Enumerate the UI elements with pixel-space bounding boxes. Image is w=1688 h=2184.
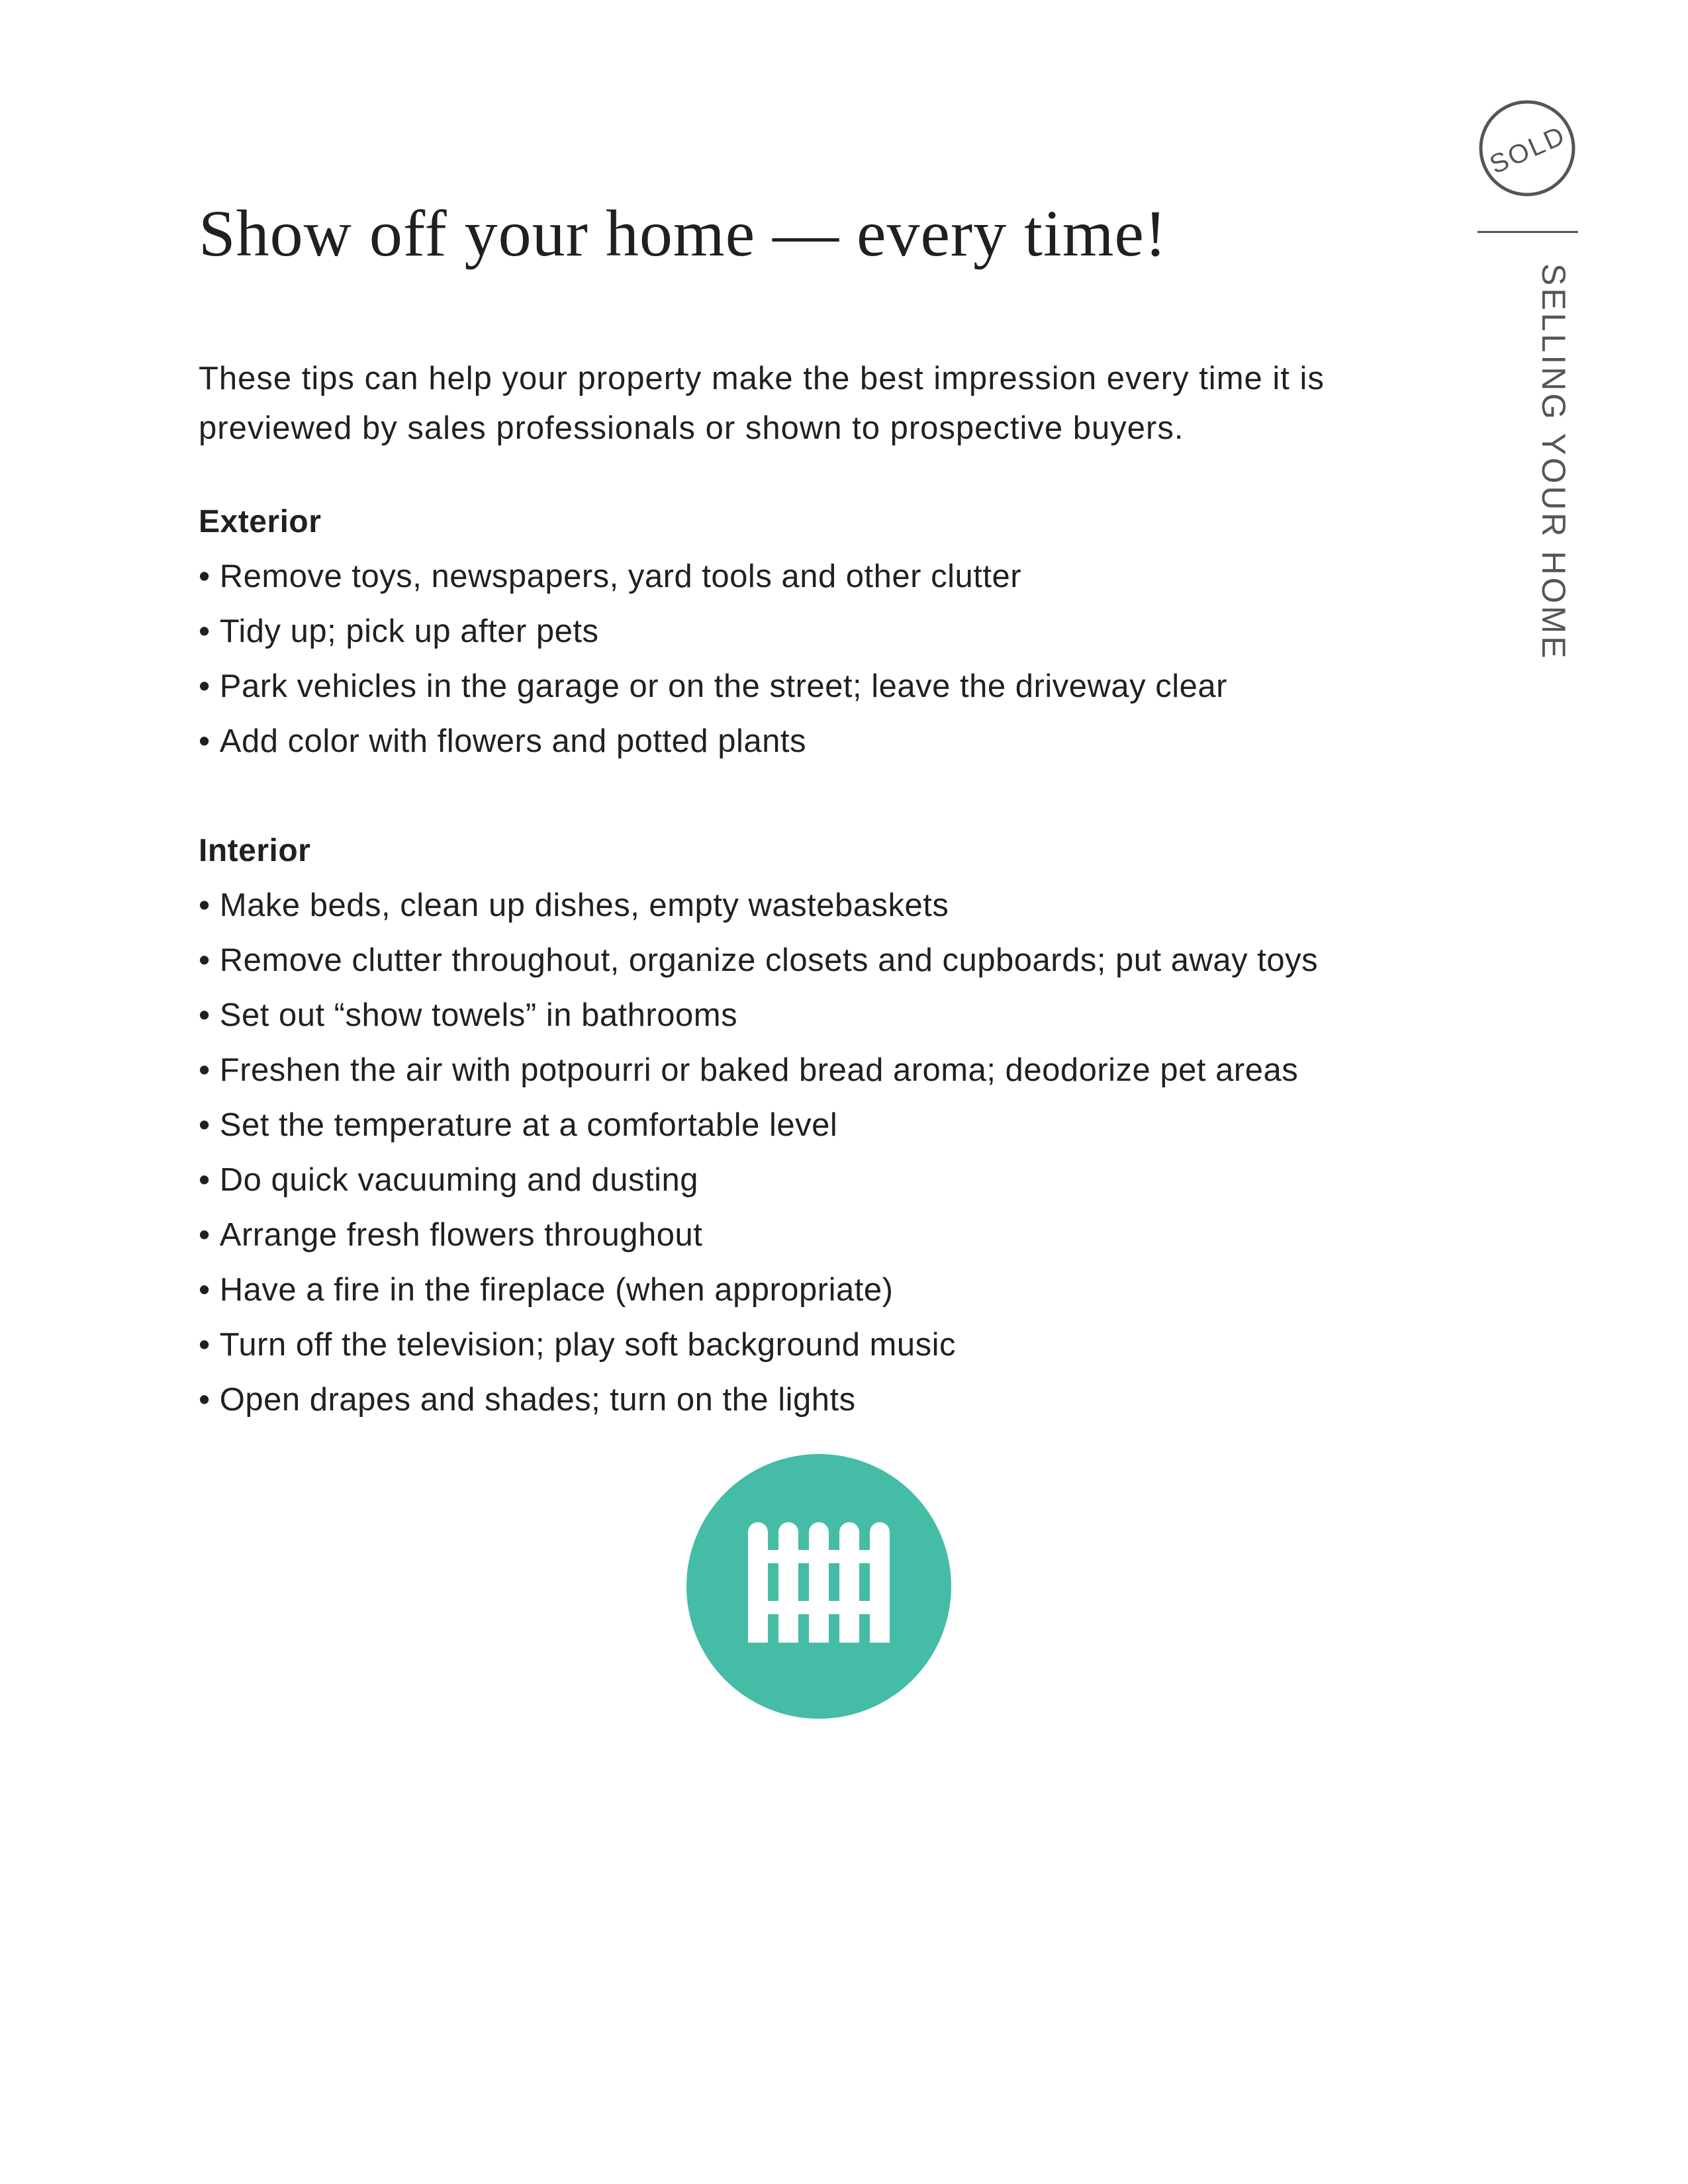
interior-tip: • Set the temperature at a comfortable level (199, 1098, 1489, 1153)
interior-tip: • Make beds, clean up dishes, empty wastebaskets (199, 878, 1489, 933)
exterior-tip: • Remove toys, newspapers, yard tools and other clutter (199, 549, 1489, 604)
sold-stamp-text: SOLD (1485, 120, 1571, 180)
exterior-heading: Exterior (199, 504, 322, 539)
interior-tip-list (199, 878, 1489, 1428)
picket-fence-icon (686, 1454, 951, 1719)
tab-divider (1477, 231, 1578, 233)
interior-tip: • Open drapes and shades; turn on the lights (199, 1373, 1489, 1428)
exterior-tip: • Add color with flowers and potted plants (199, 714, 1489, 769)
interior-tip: • Set out “show towels” in bathrooms (199, 988, 1489, 1043)
page-title: Show off your home — every time! (199, 197, 1168, 270)
interior-tip: • Do quick vacuuming and dusting (199, 1153, 1489, 1208)
exterior-tip-list (199, 549, 1489, 769)
exterior-tip: • Tidy up; pick up after pets (199, 604, 1489, 659)
interior-section (199, 824, 1489, 1428)
interior-heading: Interior (199, 833, 311, 868)
exterior-tip: • Park vehicles in the garage or on the street; leave the driveway clear (199, 659, 1489, 714)
intro-paragraph: These tips can help your property make the best impression every time it is previewed by sales professionals or shown to prospective buyers. (199, 361, 1325, 446)
interior-tip: • Freshen the air with potpourri or baked bread aroma; deodorize pet areas (199, 1043, 1489, 1098)
interior-tip: • Have a fire in the fireplace (when appropriate) (199, 1263, 1489, 1318)
interior-tip: • Remove clutter throughout, organize closets and cupboards; put away toys (199, 933, 1489, 988)
interior-tip: • Turn off the television; play soft background music (199, 1318, 1489, 1373)
exterior-section (199, 495, 1489, 769)
interior-tip: • Arrange fresh flowers throughout (199, 1208, 1489, 1263)
sold-stamp-icon (1478, 99, 1576, 197)
section-tab-label: SELLING YOUR HOME (1535, 263, 1572, 661)
